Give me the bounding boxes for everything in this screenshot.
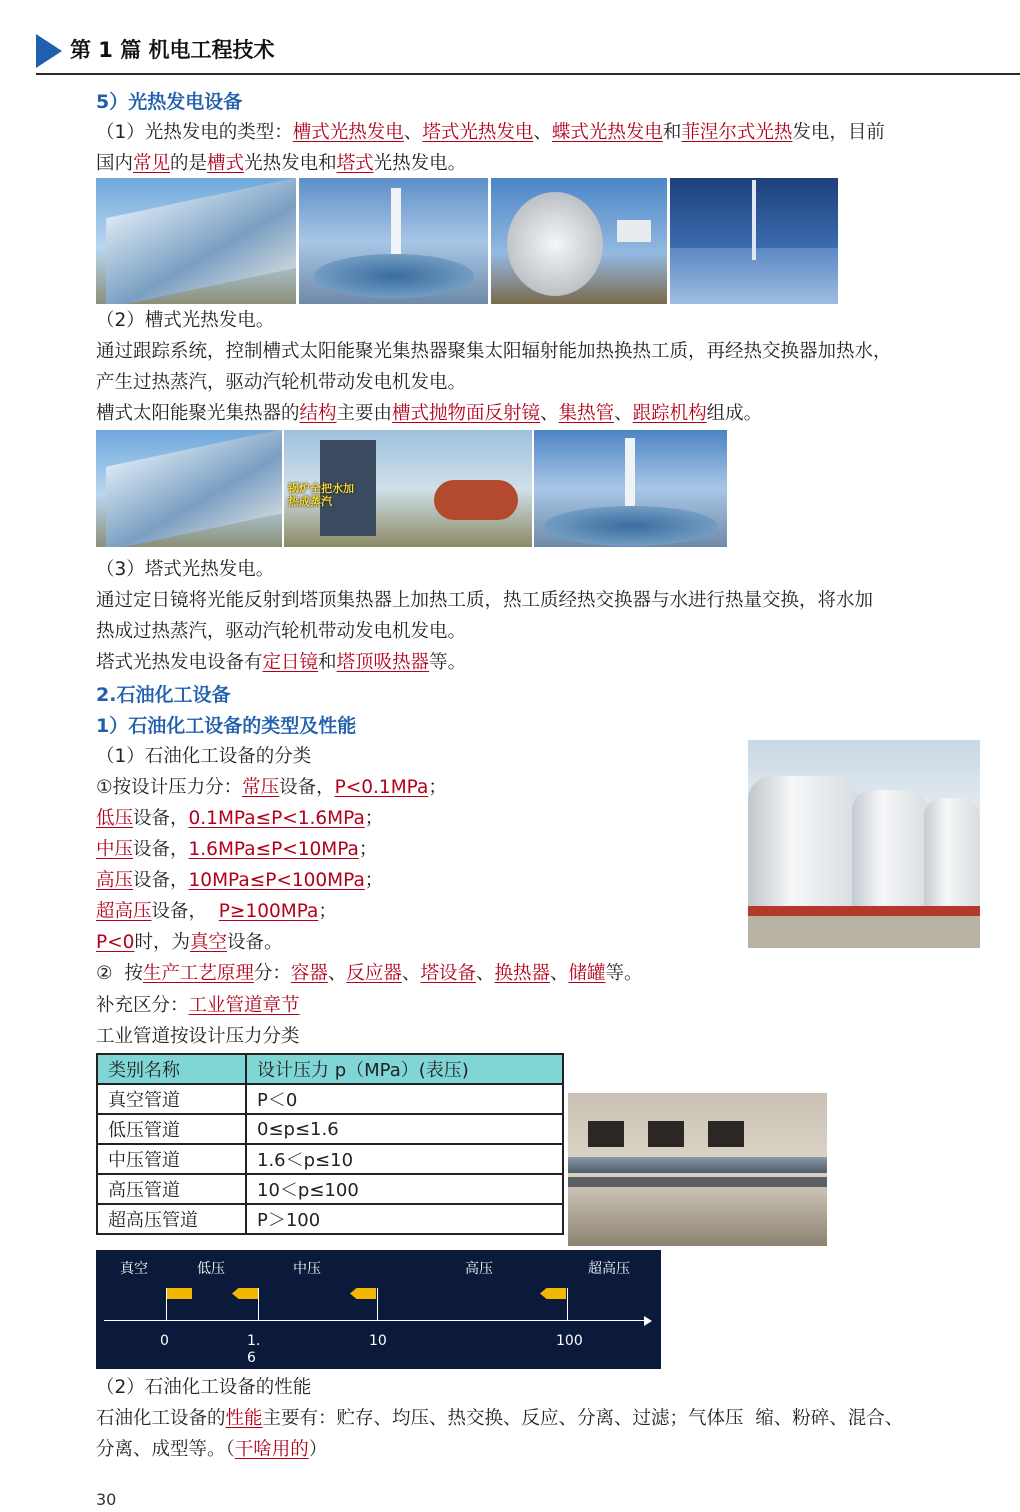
performance-heading: （2）石油化工设备的性能 <box>96 1377 312 1398</box>
pipe-pressure-table <box>96 1053 564 1235</box>
keyword: 中压 <box>96 839 134 860</box>
keyword: 超高压 <box>96 901 152 922</box>
scale-tick-label: 6 <box>247 1350 256 1366</box>
keyword: 生产工艺原理 <box>142 963 254 984</box>
tower-plant-photo <box>299 178 488 304</box>
boiler-caption: 锅炉全把水加热成蒸汽 <box>288 482 354 508</box>
paragraph-types-line1: （1）光热发电的类型：槽式光热发电、塔式光热发电、蝶式光热发电和菲涅尔式光热发电，目前 <box>96 122 885 143</box>
table-cell: 低压管道 <box>97 1114 246 1144</box>
dish-collector-photo <box>491 178 667 304</box>
tower-equipment-line: 塔式光热发电设备有定日镜和塔顶吸热器等。 <box>96 652 467 673</box>
table-cell: 真空管道 <box>97 1084 246 1114</box>
scale-tick-label: 1. <box>247 1333 261 1349</box>
keyword: 集热管 <box>558 403 615 424</box>
classify-row-medium: 中压设备，1.6MPa≤P<10MPa； <box>96 839 378 860</box>
keyword: 塔式 <box>336 153 374 174</box>
tower-heading: （3）塔式光热发电。 <box>96 559 275 580</box>
trough-heading: （2）槽式光热发电。 <box>96 310 275 331</box>
table-row <box>97 1144 563 1174</box>
scale-axis-line <box>104 1320 650 1321</box>
table-row <box>97 1084 563 1114</box>
scale-flag-marker <box>166 1288 192 1299</box>
classify-row-low: 低压设备，0.1MPa≤P<1.6MPa； <box>96 808 384 829</box>
storage-tanks-photo <box>748 740 980 948</box>
subsection-heading-types: 1）石油化工设备的类型及性能 <box>96 715 357 737</box>
tower-line2: 热成过热蒸汽，驱动汽轮机带动发电机发电。 <box>96 621 467 642</box>
keyword: 换热器 <box>494 963 550 984</box>
tower-plant-photo-2 <box>534 430 727 547</box>
classify-by-process: ② 按生产工艺原理分：容器、反应器、塔设备、换热器、储罐等。 <box>96 963 643 984</box>
keyword: 高压 <box>96 870 134 891</box>
keyword: 菲涅尔式光热 <box>681 122 793 143</box>
performance-line1: 石油化工设备的性能主要有：贮存、均压、热交换、反应、分离、过滤；气体压 缩、粉碎、混合、 <box>96 1408 904 1429</box>
keyword: 蝶式光热发电 <box>551 122 663 143</box>
scale-zone-label: 超高压 <box>588 1261 630 1277</box>
classify-heading: （1）石油化工设备的分类 <box>96 746 312 767</box>
keyword: 槽式抛物面反射镜 <box>392 403 541 424</box>
keyword: P<0 <box>96 932 135 953</box>
keyword: 容器 <box>290 963 328 984</box>
scale-tick <box>567 1288 568 1320</box>
keyword: 槽式光热发电 <box>292 122 404 143</box>
table-cell: 高压管道 <box>97 1174 246 1204</box>
section-heading-solar-thermal: 5）光热发电设备 <box>96 91 243 113</box>
keyword: 真空 <box>189 932 227 953</box>
table-cell: 10＜p≤100 <box>246 1174 563 1204</box>
table-cell: P＞100 <box>246 1204 563 1234</box>
header-arrow-icon <box>36 34 62 68</box>
table-cell: 0≤p≤1.6 <box>246 1114 563 1144</box>
keyword: 塔设备 <box>420 963 476 984</box>
keyword: 定日镜 <box>262 652 319 673</box>
pipe-rack-photo <box>568 1093 827 1246</box>
pipe-classification-caption: 工业管道按设计压力分类 <box>96 1026 300 1047</box>
tower-line1: 通过定日镜将光能反射到塔顶集热器上加热工质，热工质经热交换器与水进行热量交换，将水加 <box>96 590 874 611</box>
table-cell: 超高压管道 <box>97 1204 246 1234</box>
keyword: P≥100MPa <box>218 901 319 922</box>
keyword: 塔顶吸热器 <box>336 652 430 673</box>
keyword: 槽式 <box>207 153 245 174</box>
section-heading-petrochemical: 2.石油化工设备 <box>96 684 231 706</box>
pressure-scale-diagram <box>96 1250 661 1369</box>
scale-zone-label: 真空 <box>120 1261 148 1277</box>
keyword: 结构 <box>299 403 337 424</box>
scale-flag-marker <box>350 1288 376 1299</box>
performance-line2: 分离、成型等。（干啥用的） <box>96 1439 328 1460</box>
trough-structure-line: 槽式太阳能聚光集热器的结构主要由槽式抛物面反射镜、集热管、跟踪机构组成。 <box>96 403 763 424</box>
classify-row-vacuum: P<0时，为真空设备。 <box>96 932 283 953</box>
paragraph-types-line2: 国内常见的是槽式光热发电和塔式光热发电。 <box>96 153 467 174</box>
scale-tick-label: 100 <box>556 1333 583 1349</box>
table-cell: 中压管道 <box>97 1144 246 1174</box>
trough-collector-photo-2 <box>96 430 282 547</box>
keyword: 工业管道章节 <box>188 995 300 1016</box>
keyword: 10MPa≤P<100MPa <box>188 870 365 891</box>
scale-arrow-icon <box>644 1316 652 1326</box>
keyword: 储罐 <box>568 963 606 984</box>
keyword: 塔式光热发电 <box>422 122 534 143</box>
classify-row-ultra-high: 超高压设备， P≥100MPa； <box>96 901 337 922</box>
scale-tick-label: 10 <box>369 1333 387 1349</box>
table-row <box>97 1174 563 1204</box>
fresnel-collector-photo <box>670 178 838 304</box>
classify-row-atmospheric: ①按设计压力分：常压设备，P<0.1MPa； <box>96 777 447 798</box>
keyword: 常压 <box>242 777 280 798</box>
table-cell: 1.6＜p≤10 <box>246 1144 563 1174</box>
table-header-cell: 类别名称 <box>97 1054 246 1084</box>
scale-zone-label: 中压 <box>293 1261 321 1277</box>
keyword: 常见 <box>133 153 171 174</box>
keyword: 1.6MPa≤P<10MPa <box>188 839 359 860</box>
scale-tick <box>166 1288 167 1320</box>
table-header-row <box>97 1054 563 1084</box>
scale-flag-marker <box>232 1288 258 1299</box>
keyword: 干啥用的 <box>234 1439 309 1460</box>
page-header-title: 第 1 篇 机电工程技术 <box>70 38 275 62</box>
keyword: 性能 <box>225 1408 263 1429</box>
scale-tick <box>258 1288 259 1320</box>
keyword: 0.1MPa≤P<1.6MPa <box>188 808 365 829</box>
classify-supplement: 补充区分：工业管道章节 <box>96 995 300 1016</box>
keyword: 低压 <box>96 808 134 829</box>
scale-zone-label: 低压 <box>197 1261 225 1277</box>
trough-collector-photo <box>96 178 296 304</box>
classify-row-high: 高压设备，10MPa≤P<100MPa； <box>96 870 384 891</box>
scale-zone-label: 高压 <box>465 1261 493 1277</box>
trough-line2: 产生过热蒸汽，驱动汽轮机带动发电机发电。 <box>96 372 467 393</box>
boiler-steam-diagram-photo <box>284 430 532 547</box>
table-header-cell: 设计压力 p（MPa）(表压) <box>246 1054 563 1084</box>
header-divider <box>36 73 1020 75</box>
keyword: 跟踪机构 <box>632 403 707 424</box>
keyword: P<0.1MPa <box>334 777 429 798</box>
trough-line1: 通过跟踪系统，控制槽式太阳能聚光集热器聚集太阳辐射能加热换热工质，再经热交换器加热水， <box>96 341 892 362</box>
scale-tick <box>377 1288 378 1320</box>
scale-tick-label: 0 <box>160 1333 169 1349</box>
scale-flag-marker <box>540 1288 566 1299</box>
table-cell: P＜0 <box>246 1084 563 1114</box>
page-number: 30 <box>96 1490 117 1509</box>
table-row <box>97 1114 563 1144</box>
table-row <box>97 1204 563 1234</box>
keyword: 反应器 <box>346 963 402 984</box>
